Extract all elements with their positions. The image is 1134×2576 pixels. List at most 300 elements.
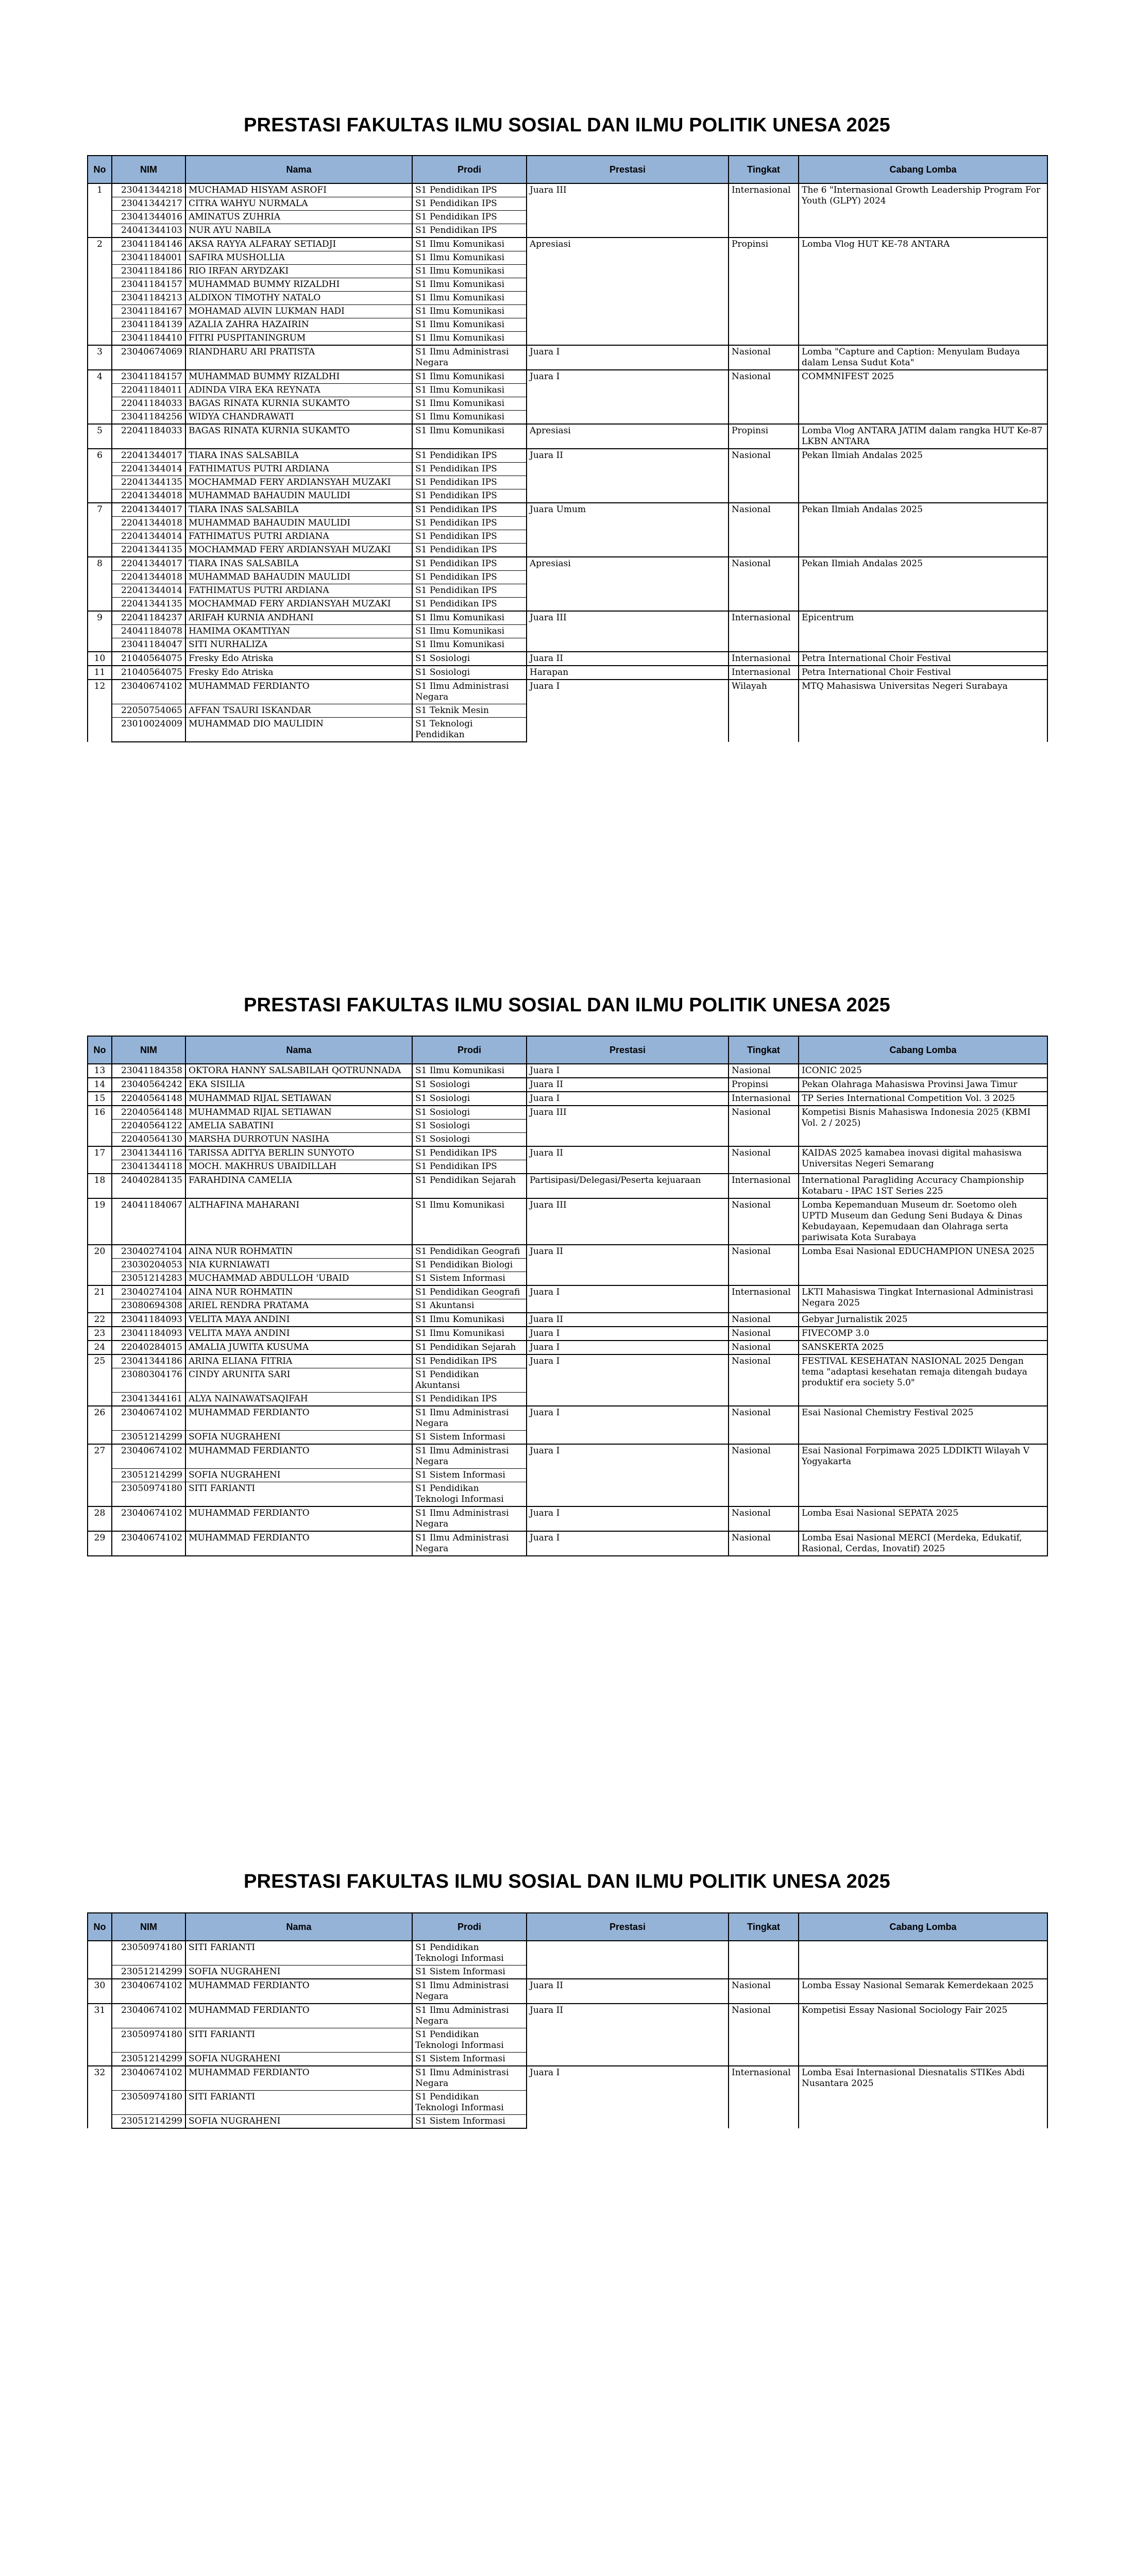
- cabang-cell: The 6 "Internasional Growth Leadership Program For Youth (GLPY) 2024: [799, 183, 1047, 238]
- cabang-cell: Petra International Choir Festival: [799, 666, 1047, 680]
- nim-cell: 22041344018: [112, 571, 185, 584]
- nama-cell: ARINA ELIANA FITRIA: [185, 1354, 412, 1368]
- table-row: [88, 1531, 1047, 1556]
- tingkat-cell: [729, 1941, 799, 1979]
- nama-cell: MOCH. MAKHRUS UBAIDILLAH: [185, 1160, 412, 1174]
- table-row: [88, 1444, 1047, 1469]
- nama-cell: TIARA INAS SALSABILA: [185, 449, 412, 463]
- prestasi-cell: Juara II: [527, 2004, 729, 2066]
- cabang-cell: [799, 1941, 1047, 1979]
- nim-cell: 23041184093: [112, 1327, 185, 1341]
- prodi-cell: S1 Ilmu Komunikasi: [412, 1327, 527, 1341]
- prestasi-cell: Apresiasi: [527, 238, 729, 345]
- nim-cell: 24041184067: [112, 1198, 185, 1245]
- table-row: [88, 1064, 1047, 1078]
- nama-cell: FATHIMATUS PUTRI ARDIANA: [185, 463, 412, 476]
- header-row: [88, 156, 1047, 183]
- nim-cell: 23040674102: [112, 1444, 185, 1469]
- prodi-cell: S1 Ilmu Komunikasi: [412, 384, 527, 397]
- nama-cell: SITI FARIANTI: [185, 1941, 412, 1965]
- nim-cell: 23051214299: [112, 2115, 185, 2129]
- tingkat-cell: Nasional: [729, 1313, 799, 1327]
- no-cell: 15: [88, 1092, 112, 1106]
- nama-cell: OKTORA HANNY SALSABILAH QOTRUNNADA: [185, 1064, 412, 1078]
- nama-cell: SITI FARIANTI: [185, 2028, 412, 2053]
- prestasi-cell: Juara II: [527, 1979, 729, 2004]
- table-row: [88, 1354, 1047, 1368]
- prodi-cell: S1 Ilmu Administrasi Negara: [412, 2066, 527, 2091]
- prodi-cell: S1 Pendidikan IPS: [412, 544, 527, 557]
- no-cell: 18: [88, 1174, 112, 1198]
- prodi-cell: S1 Ilmu Administrasi Negara: [412, 1979, 527, 2004]
- no-cell: 19: [88, 1198, 112, 1245]
- cabang-cell: Pekan Ilmiah Andalas 2025: [799, 449, 1047, 503]
- no-cell: 28: [88, 1506, 112, 1531]
- prodi-cell: S1 Pendidikan Teknologi Informasi: [412, 1941, 527, 1965]
- nama-cell: MUHAMMAD FERDIANTO: [185, 1444, 412, 1469]
- prodi-cell: S1 Ilmu Komunikasi: [412, 1198, 527, 1245]
- prestasi-cell: Juara I: [527, 1092, 729, 1106]
- cabang-cell: Pekan Ilmiah Andalas 2025: [799, 557, 1047, 611]
- nim-cell: 23041184186: [112, 265, 185, 278]
- page-title: PRESTASI FAKULTAS ILMU SOSIAL DAN ILMU POLITIK UNESA 2025: [244, 114, 890, 136]
- nama-cell: ARIFAH KURNIA ANDHANI: [185, 611, 412, 625]
- tingkat-cell: Wilayah: [729, 680, 799, 742]
- cabang-cell: Kompetisi Essay Nasional Sociology Fair 2025: [799, 2004, 1047, 2066]
- nama-cell: FARAHDINA CAMELIA: [185, 1174, 412, 1198]
- nim-cell: 22041344135: [112, 476, 185, 489]
- nim-cell: 23050974180: [112, 2091, 185, 2115]
- nama-cell: RIO IRFAN ARYDZAKI: [185, 265, 412, 278]
- prestasi-cell: Juara I: [527, 1444, 729, 1506]
- nim-cell: 22041344014: [112, 584, 185, 598]
- column-header-prestasi: Prestasi: [527, 1913, 729, 1941]
- prodi-cell: S1 Pendidikan IPS: [412, 183, 527, 197]
- nama-cell: SOFIA NUGRAHENI: [185, 2115, 412, 2129]
- header-row: [88, 1913, 1047, 1941]
- nim-cell: 23041184157: [112, 278, 185, 292]
- table-row: [88, 449, 1047, 463]
- prodi-cell: S1 Sistem Informasi: [412, 1469, 527, 1482]
- page-title: PRESTASI FAKULTAS ILMU SOSIAL DAN ILMU POLITIK UNESA 2025: [244, 994, 890, 1016]
- nama-cell: MUHAMMAD RIJAL SETIAWAN: [185, 1092, 412, 1106]
- cabang-cell: MTQ Mahasiswa Universitas Negeri Surabaya: [799, 680, 1047, 742]
- tingkat-cell: Nasional: [729, 1531, 799, 1556]
- tingkat-cell: Internasional: [729, 183, 799, 238]
- table-row: [88, 1146, 1047, 1160]
- cabang-cell: TP Series International Competition Vol. 3 2025: [799, 1092, 1047, 1106]
- prestasi-cell: Juara III: [527, 1106, 729, 1146]
- nim-cell: 23040674102: [112, 2066, 185, 2091]
- nim-cell: 23040274104: [112, 1285, 185, 1299]
- no-cell: 12: [88, 680, 112, 742]
- table-row: [88, 183, 1047, 197]
- prodi-cell: S1 Sosiologi: [412, 666, 527, 680]
- prestasi-cell: Juara III: [527, 183, 729, 238]
- no-cell: 17: [88, 1146, 112, 1174]
- table-row: [88, 652, 1047, 666]
- tingkat-cell: Nasional: [729, 1354, 799, 1406]
- prodi-cell: S1 Ilmu Komunikasi: [412, 424, 527, 449]
- prodi-cell: S1 Ilmu Komunikasi: [412, 638, 527, 652]
- nama-cell: MUHAMMAD FERDIANTO: [185, 1979, 412, 2004]
- nama-cell: MUHAMMAD FERDIANTO: [185, 2066, 412, 2091]
- column-header-prestasi: Prestasi: [527, 156, 729, 183]
- nama-cell: MUHAMMAD FERDIANTO: [185, 2004, 412, 2028]
- column-header-tingkat: Tingkat: [729, 156, 799, 183]
- table-row: [88, 1313, 1047, 1327]
- nama-cell: SITI FARIANTI: [185, 1482, 412, 1507]
- prodi-cell: S1 Pendidikan IPS: [412, 1146, 527, 1160]
- nim-cell: 23040674102: [112, 1979, 185, 2004]
- prestasi-cell: Juara I: [527, 680, 729, 742]
- nim-cell: 22041344135: [112, 598, 185, 612]
- nim-cell: 23041184093: [112, 1313, 185, 1327]
- cabang-cell: KAIDAS 2025 kamabea inovasi digital mahasiswa Universitas Negeri Semarang: [799, 1146, 1047, 1174]
- cabang-cell: Gebyar Jurnalistik 2025: [799, 1313, 1047, 1327]
- nim-cell: 23041184001: [112, 251, 185, 265]
- tingkat-cell: Nasional: [729, 557, 799, 611]
- no-cell: 20: [88, 1245, 112, 1285]
- prestasi-cell: Juara I: [527, 1285, 729, 1313]
- table-row: [88, 1979, 1047, 2004]
- prestasi-cell: [527, 1941, 729, 1979]
- prodi-cell: S1 Sistem Informasi: [412, 2115, 527, 2129]
- column-header-no: No: [88, 1913, 112, 1941]
- prodi-cell: S1 Ilmu Komunikasi: [412, 397, 527, 411]
- nim-cell: 22041344017: [112, 503, 185, 517]
- prodi-cell: S1 Sosiologi: [412, 1106, 527, 1120]
- prodi-cell: S1 Sosiologi: [412, 1078, 527, 1092]
- table-row: [88, 557, 1047, 571]
- prodi-cell: S1 Teknologi Pendidikan: [412, 718, 527, 742]
- column-header-nama: Nama: [185, 1913, 412, 1941]
- nama-cell: SITI NURHALIZA: [185, 638, 412, 652]
- prodi-cell: S1 Pendidikan IPS: [412, 197, 527, 211]
- prestasi-cell: Harapan: [527, 666, 729, 680]
- nim-cell: 23050974180: [112, 2028, 185, 2053]
- prodi-cell: S1 Sosiologi: [412, 652, 527, 666]
- tingkat-cell: Nasional: [729, 1245, 799, 1285]
- nama-cell: VELITA MAYA ANDINI: [185, 1327, 412, 1341]
- nama-cell: SOFIA NUGRAHENI: [185, 2053, 412, 2066]
- prestasi-cell: Juara I: [527, 1506, 729, 1531]
- nama-cell: SOFIA NUGRAHENI: [185, 1965, 412, 1979]
- nim-cell: 23040674102: [112, 680, 185, 704]
- tingkat-cell: Internasional: [729, 666, 799, 680]
- table-row: [88, 666, 1047, 680]
- tingkat-cell: Internasional: [729, 1174, 799, 1198]
- nim-cell: 23041184146: [112, 238, 185, 251]
- nama-cell: AKSA RAYYA ALFARAY SETIADJI: [185, 238, 412, 251]
- nim-cell: 22041344014: [112, 463, 185, 476]
- prestasi-cell: Apresiasi: [527, 424, 729, 449]
- nim-cell: 23041344016: [112, 211, 185, 224]
- cabang-cell: Petra International Choir Festival: [799, 652, 1047, 666]
- prestasi-cell: Juara III: [527, 1198, 729, 1245]
- nim-cell: 23051214299: [112, 1965, 185, 1979]
- nim-cell: 22050754065: [112, 704, 185, 718]
- prodi-cell: S1 Ilmu Komunikasi: [412, 292, 527, 305]
- cabang-cell: Lomba Essay Nasional Semarak Kemerdekaan 2025: [799, 1979, 1047, 2004]
- nama-cell: AZALIA ZAHRA HAZAIRIN: [185, 318, 412, 332]
- column-header-tingkat: Tingkat: [729, 1913, 799, 1941]
- cabang-cell: International Paragliding Accuracy Championship Kotabaru - IPAC 1ST Series 225: [799, 1174, 1047, 1198]
- prodi-cell: S1 Sistem Informasi: [412, 1965, 527, 1979]
- prodi-cell: S1 Pendidikan IPS: [412, 530, 527, 544]
- nama-cell: AFFAN TSAURI ISKANDAR: [185, 704, 412, 718]
- header-row: [88, 1036, 1047, 1064]
- nama-cell: FATHIMATUS PUTRI ARDIANA: [185, 584, 412, 598]
- nama-cell: SOFIA NUGRAHENI: [185, 1431, 412, 1445]
- table-row: [88, 345, 1047, 370]
- cabang-cell: Esai Nasional Chemistry Festival 2025: [799, 1406, 1047, 1444]
- nama-cell: AINA NUR ROHMATIN: [185, 1285, 412, 1299]
- table-row: [88, 1285, 1047, 1299]
- nama-cell: MUHAMMAD FERDIANTO: [185, 1531, 412, 1556]
- prestasi-cell: Apresiasi: [527, 557, 729, 611]
- column-header-nim: NIM: [112, 1036, 185, 1064]
- nim-cell: 23041344161: [112, 1393, 185, 1406]
- tingkat-cell: Internasional: [729, 652, 799, 666]
- prodi-cell: S1 Pendidikan IPS: [412, 224, 527, 238]
- prodi-cell: S1 Pendidikan Teknologi Informasi: [412, 2028, 527, 2053]
- nama-cell: AINA NUR ROHMATIN: [185, 1245, 412, 1259]
- prestasi-cell: Juara I: [527, 1064, 729, 1078]
- no-cell: 29: [88, 1531, 112, 1556]
- column-header-nama: Nama: [185, 1036, 412, 1064]
- nim-cell: 24041344103: [112, 224, 185, 238]
- nama-cell: MUHAMMAD BAHAUDIN MAULIDI: [185, 517, 412, 530]
- nim-cell: 23041184213: [112, 292, 185, 305]
- tingkat-cell: Nasional: [729, 1979, 799, 2004]
- nama-cell: NUR AYU NABILA: [185, 224, 412, 238]
- prodi-cell: S1 Pendidikan IPS: [412, 463, 527, 476]
- nim-cell: 24040284135: [112, 1174, 185, 1198]
- table-row: [88, 1941, 1047, 1965]
- no-cell: 7: [88, 503, 112, 557]
- prodi-cell: S1 Pendidikan IPS: [412, 449, 527, 463]
- column-header-nama: Nama: [185, 156, 412, 183]
- nama-cell: SOFIA NUGRAHENI: [185, 1469, 412, 1482]
- tingkat-cell: Propinsi: [729, 424, 799, 449]
- prodi-cell: S1 Pendidikan IPS: [412, 1393, 527, 1406]
- prestasi-cell: Juara II: [527, 1078, 729, 1092]
- nim-cell: 23041344217: [112, 197, 185, 211]
- nim-cell: 22041344017: [112, 449, 185, 463]
- nim-cell: 23040674102: [112, 1531, 185, 1556]
- nama-cell: CITRA WAHYU NURMALA: [185, 197, 412, 211]
- no-cell: 8: [88, 557, 112, 611]
- nama-cell: MUHAMMAD BAHAUDIN MAULIDI: [185, 489, 412, 503]
- nama-cell: MUHAMMAD BUMMY RIZALDHI: [185, 370, 412, 384]
- no-cell: 13: [88, 1064, 112, 1078]
- nama-cell: HAMIMA OKAMTIYAN: [185, 625, 412, 638]
- prodi-cell: S1 Sosiologi: [412, 1120, 527, 1133]
- nama-cell: ALDIXON TIMOTHY NATALO: [185, 292, 412, 305]
- nim-cell: 22041184033: [112, 397, 185, 411]
- prestasi-cell: Juara II: [527, 1245, 729, 1285]
- column-header-cabang: Cabang Lomba: [799, 1036, 1047, 1064]
- column-header-no: No: [88, 1036, 112, 1064]
- prodi-cell: S1 Pendidikan IPS: [412, 211, 527, 224]
- nama-cell: MARSHA DURROTUN NASIHA: [185, 1133, 412, 1147]
- nim-cell: 23051214283: [112, 1272, 185, 1286]
- column-header-prodi: Prodi: [412, 156, 527, 183]
- table-row: [88, 1078, 1047, 1092]
- prodi-cell: S1 Pendidikan Sejarah: [412, 1174, 527, 1198]
- prestasi-cell: Juara I: [527, 1341, 729, 1354]
- nim-cell: 23050974180: [112, 1482, 185, 1507]
- nim-cell: 23041344218: [112, 183, 185, 197]
- no-cell: 14: [88, 1078, 112, 1092]
- nama-cell: NIA KURNIAWATI: [185, 1259, 412, 1272]
- no-cell: 3: [88, 345, 112, 370]
- nama-cell: CINDY ARUNITA SARI: [185, 1368, 412, 1393]
- nama-cell: Fresky Edo Atriska: [185, 652, 412, 666]
- nim-cell: 23041344116: [112, 1146, 185, 1160]
- column-header-cabang: Cabang Lomba: [799, 1913, 1047, 1941]
- nama-cell: BAGAS RINATA KURNIA SUKAMTO: [185, 424, 412, 449]
- prodi-cell: S1 Ilmu Administrasi Negara: [412, 345, 527, 370]
- nama-cell: RIANDHARU ARI PRATISTA: [185, 345, 412, 370]
- nim-cell: 22041344018: [112, 517, 185, 530]
- column-header-nim: NIM: [112, 156, 185, 183]
- no-cell: 1: [88, 183, 112, 238]
- prodi-cell: S1 Pendidikan Geografi: [412, 1285, 527, 1299]
- no-cell: 23: [88, 1327, 112, 1341]
- prodi-cell: S1 Pendidikan IPS: [412, 503, 527, 517]
- table-row: [88, 1406, 1047, 1431]
- nim-cell: 22040564122: [112, 1120, 185, 1133]
- nama-cell: BAGAS RINATA KURNIA SUKAMTO: [185, 397, 412, 411]
- tingkat-cell: Nasional: [729, 1444, 799, 1506]
- prodi-cell: S1 Ilmu Komunikasi: [412, 265, 527, 278]
- cabang-cell: FIVECOMP 3.0: [799, 1327, 1047, 1341]
- table-row: [88, 1327, 1047, 1341]
- nim-cell: 23041184047: [112, 638, 185, 652]
- no-cell: 31: [88, 2004, 112, 2066]
- no-cell: 4: [88, 370, 112, 424]
- cabang-cell: Kompetisi Bisnis Mahasiswa Indonesia 2025 (KBMI Vol. 2 / 2025): [799, 1106, 1047, 1146]
- tingkat-cell: Nasional: [729, 370, 799, 424]
- prodi-cell: S1 Ilmu Komunikasi: [412, 305, 527, 318]
- cabang-cell: Lomba Esai Nasional EDUCHAMPION UNESA 2025: [799, 1245, 1047, 1285]
- prestasi-cell: Partisipasi/Delegasi/Peserta kejuaraan: [527, 1174, 729, 1198]
- prodi-cell: S1 Sosiologi: [412, 1092, 527, 1106]
- prestasi-cell: Juara I: [527, 345, 729, 370]
- table-row: [88, 238, 1047, 251]
- tingkat-cell: Nasional: [729, 1106, 799, 1146]
- no-cell: 22: [88, 1313, 112, 1327]
- prodi-cell: S1 Ilmu Komunikasi: [412, 278, 527, 292]
- no-cell: 32: [88, 2066, 112, 2128]
- tingkat-cell: Nasional: [729, 1406, 799, 1444]
- nama-cell: MOCHAMMAD FERY ARDIANSYAH MUZAKI: [185, 598, 412, 612]
- tingkat-cell: Nasional: [729, 2004, 799, 2066]
- nim-cell: 21040564075: [112, 652, 185, 666]
- table-row: [88, 1245, 1047, 1259]
- no-cell: 25: [88, 1354, 112, 1406]
- no-cell: 16: [88, 1106, 112, 1146]
- nama-cell: ADINDA VIRA EKA REYNATA: [185, 384, 412, 397]
- nim-cell: 21040564075: [112, 666, 185, 680]
- prodi-cell: S1 Pendidikan IPS: [412, 476, 527, 489]
- no-cell: 5: [88, 424, 112, 449]
- prestasi-cell: Juara III: [527, 611, 729, 652]
- prodi-cell: S1 Pendidikan IPS: [412, 584, 527, 598]
- no-cell: 2: [88, 238, 112, 345]
- nama-cell: MUHAMMAD BUMMY RIZALDHI: [185, 278, 412, 292]
- nama-cell: ALYA NAINAWATSAQIFAH: [185, 1393, 412, 1406]
- prodi-cell: S1 Pendidikan Teknologi Informasi: [412, 2091, 527, 2115]
- prodi-cell: S1 Pendidikan IPS: [412, 557, 527, 571]
- no-cell: 24: [88, 1341, 112, 1354]
- prodi-cell: S1 Akuntansi: [412, 1299, 527, 1313]
- nim-cell: 23050974180: [112, 1941, 185, 1965]
- prodi-cell: S1 Ilmu Administrasi Negara: [412, 1444, 527, 1469]
- tingkat-cell: Internasional: [729, 2066, 799, 2128]
- no-cell: 27: [88, 1444, 112, 1506]
- table-row: [88, 680, 1047, 704]
- nim-cell: 22041184033: [112, 424, 185, 449]
- nama-cell: ARIEL RENDRA PRATAMA: [185, 1299, 412, 1313]
- cabang-cell: ICONIC 2025: [799, 1064, 1047, 1078]
- no-cell: 30: [88, 1979, 112, 2004]
- nim-cell: 23041184167: [112, 305, 185, 318]
- nim-cell: 24041184078: [112, 625, 185, 638]
- cabang-cell: Esai Nasional Forpimawa 2025 LDDIKTI Wilayah V Yogyakarta: [799, 1444, 1047, 1506]
- table-row: [88, 1506, 1047, 1531]
- nama-cell: Fresky Edo Atriska: [185, 666, 412, 680]
- nama-cell: TARISSA ADITYA BERLIN SUNYOTO: [185, 1146, 412, 1160]
- prodi-cell: S1 Pendidikan Sejarah: [412, 1341, 527, 1354]
- nama-cell: EKA SISILIA: [185, 1078, 412, 1092]
- nama-cell: MOCHAMMAD FERY ARDIANSYAH MUZAKI: [185, 544, 412, 557]
- nama-cell: MOHAMAD ALVIN LUKMAN HADI: [185, 305, 412, 318]
- prodi-cell: S1 Ilmu Komunikasi: [412, 318, 527, 332]
- table-row: [88, 2066, 1047, 2091]
- prestasi-cell: Juara I: [527, 370, 729, 424]
- nim-cell: 23051214299: [112, 1469, 185, 1482]
- prodi-cell: S1 Ilmu Administrasi Negara: [412, 2004, 527, 2028]
- prestasi-cell: Juara II: [527, 1146, 729, 1174]
- nama-cell: SITI FARIANTI: [185, 2091, 412, 2115]
- prodi-cell: S1 Sistem Informasi: [412, 2053, 527, 2066]
- tingkat-cell: Propinsi: [729, 238, 799, 345]
- tingkat-cell: Nasional: [729, 503, 799, 557]
- nama-cell: MUHAMMAD RIJAL SETIAWAN: [185, 1106, 412, 1120]
- nama-cell: MUCHAMAD HISYAM ASROFI: [185, 183, 412, 197]
- cabang-cell: Lomba Vlog HUT KE-78 ANTARA: [799, 238, 1047, 345]
- tingkat-cell: Nasional: [729, 449, 799, 503]
- nim-cell: 23040564242: [112, 1078, 185, 1092]
- prestasi-cell: Juara Umum: [527, 503, 729, 557]
- cabang-cell: FESTIVAL KESEHATAN NASIONAL 2025 Dengan tema "adaptasi kesehatan remaja ditengah budaya produktif era society 5.0": [799, 1354, 1047, 1406]
- nim-cell: 23080304176: [112, 1368, 185, 1393]
- nama-cell: TIARA INAS SALSABILA: [185, 503, 412, 517]
- prodi-cell: S1 Sistem Informasi: [412, 1431, 527, 1445]
- tingkat-cell: Nasional: [729, 1341, 799, 1354]
- no-cell: 6: [88, 449, 112, 503]
- prodi-cell: S1 Ilmu Komunikasi: [412, 332, 527, 346]
- column-header-prodi: Prodi: [412, 1913, 527, 1941]
- prestasi-cell: Juara I: [527, 1354, 729, 1406]
- nim-cell: 23041184256: [112, 411, 185, 425]
- table-row: [88, 503, 1047, 517]
- cabang-cell: Lomba Esai Nasional SEPATA 2025: [799, 1506, 1047, 1531]
- prodi-cell: S1 Ilmu Komunikasi: [412, 238, 527, 251]
